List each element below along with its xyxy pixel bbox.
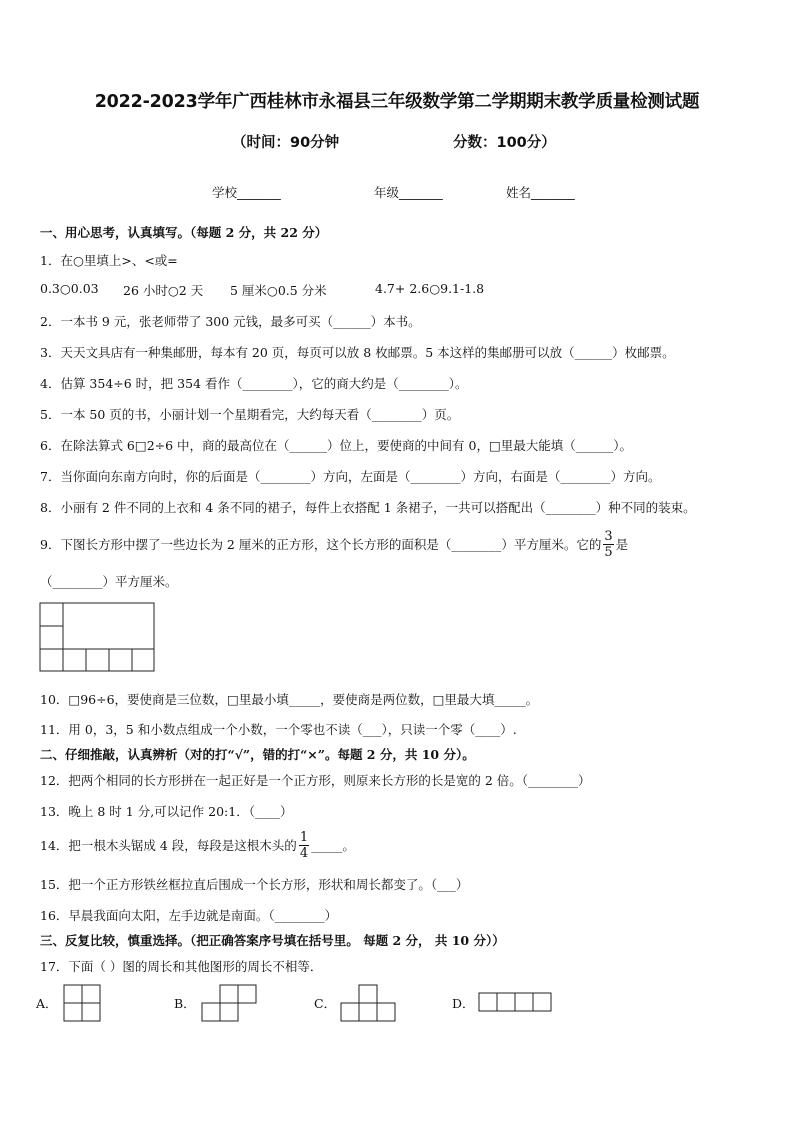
name-field: 姓名_______: [506, 185, 575, 200]
q14-frac-numerator: 1: [299, 829, 309, 845]
q9-text-end: 是: [615, 537, 629, 552]
q14-blank: _____。: [311, 838, 355, 853]
question-9: [40, 526, 628, 562]
q1-item-4: 4.7+ 2.6○9.1-1.8: [375, 281, 485, 296]
question-3: 3．天天文具店有一种集邮册，每本有 20 页，每页可以放 8 枚邮票。5 本这样的集邮册可以放（______）枚邮票。: [40, 345, 675, 360]
exam-score: 分数：100分）: [453, 135, 556, 151]
question-8: 8．小丽有 2 件不同的上衣和 4 条不同的裙子，每件上衣搭配 1 条裙子，一共可以搭配出（________）种不同的装束。: [40, 500, 696, 515]
q14-text: 14．把一根木头锯成 4 段，每段是这根木头的: [40, 838, 297, 853]
grade-field: 年级_______: [374, 185, 443, 200]
question-2: 2．一本书 9 元，张老师带了 300 元钱，最多可买（______）本书。: [40, 314, 421, 329]
q9-frac-numerator: 3: [604, 528, 613, 544]
question-11: 11．用 0，3，5 和小数点组成一个小数，一个零也不读（___），只读一个零（____）.: [40, 722, 517, 737]
option-b-figure: [200, 983, 260, 1023]
section-2-heading: 二、仔细推敲，认真辨析（对的打“√”，错的打“×”。每题 2 分，共 10 分）。: [40, 747, 475, 762]
question-5: 5．一本 50 页的书，小丽计划一个星期看完，大约每天看（________）页。: [40, 407, 460, 422]
option-c-figure: [339, 983, 401, 1023]
option-d-label: D．: [452, 996, 475, 1011]
q1-item-1: 0.3○0.03: [40, 281, 99, 296]
question-10: 10．□96÷6，要使商是三位数，□里最小填_____，要使商是两位数，□里最大填_____。: [40, 692, 539, 707]
q9-fraction: [603, 530, 613, 559]
question-4: 4．估算 354÷6 时，把 354 看作（________），它的商大约是（________）。: [40, 376, 468, 391]
question-1: 1．在○里填上>、<或=: [40, 253, 178, 268]
question-13: 13．晚上 8 时 1 分,可以记作 20:1．（____）: [40, 804, 293, 819]
question-15: 15．把一个正方形铁丝框拉直后围成一个长方形，形状和周长都变了。（___）: [40, 877, 469, 892]
rectangle-squares-figure: [38, 601, 158, 675]
question-16: 16．早晨我面向太阳，左手边就是南面。（________）: [40, 908, 338, 923]
question-7: 7．当你面向东南方向时，你的后面是（________）方向，左面是（________）方向，右面是（________）方向。: [40, 469, 661, 484]
question-17: 17．下面（ ）图的周长和其他图形的周长不相等．: [40, 959, 323, 974]
section-1-heading: 一、用心思考，认真填写。（每题 2 分，共 22 分）: [40, 225, 328, 240]
q9-frac-denominator: 5: [604, 544, 613, 560]
option-d-figure: [477, 991, 555, 1015]
option-a-figure: [62, 983, 104, 1023]
q1-item-2: 26 小时○2 天: [123, 283, 204, 298]
question-14: [40, 826, 355, 864]
exam-time: （时间：90分钟: [232, 135, 340, 151]
q9-text: 9．下图长方形中摆了一些边长为 2 厘米的正方形，这个长方形的面积是（________）平方厘米。它的: [40, 537, 602, 552]
option-b-label: B．: [174, 996, 196, 1011]
option-a-label: A．: [36, 996, 58, 1011]
q14-frac-denominator: 4: [299, 845, 309, 861]
page-title: 2022-2023学年广西桂林市永福县三年级数学第二学期期末教学质量检测试题: [94, 92, 700, 112]
section-3-heading: 三、反复比较，慎重选择。（把正确答案序号填在括号里。 每题 2 分， 共 10 分））: [40, 933, 505, 948]
school-field: 学校_______: [212, 185, 281, 200]
question-12: 12．把两个相同的长方形拼在一起正好是一个正方形，则原来长方形的长是宽的 2 倍。（________）: [40, 773, 591, 788]
q1-item-3: 5 厘米○0.5 分米: [230, 283, 327, 298]
question-6: 6．在除法算式 6□2÷6 中，商的最高位在（______）位上，要使商的中间有 0，□里最大能填（______）。: [40, 438, 633, 453]
q14-fraction: [299, 831, 309, 860]
q9-continuation: （________）平方厘米。: [40, 574, 178, 589]
option-c-label: C．: [314, 996, 337, 1011]
